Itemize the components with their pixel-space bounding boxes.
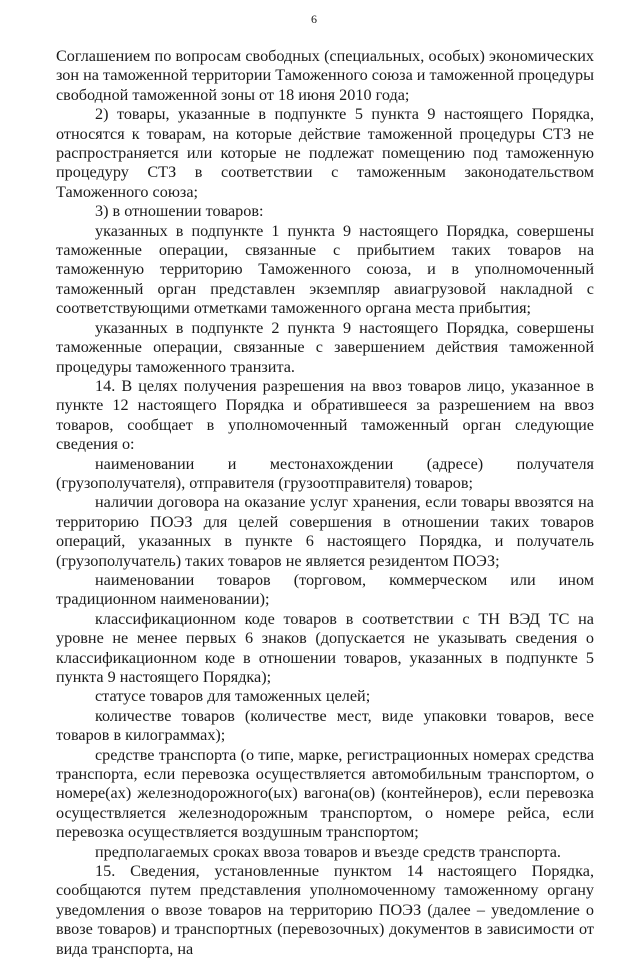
document-body xyxy=(56,47,594,959)
paragraph-goods-name: наименовании товаров (торговом, коммерческом или ином традиционном наименовании); xyxy=(56,570,594,609)
paragraph-item-2: 2) товары, указанные в подпункте 5 пункта 9 настоящего Порядка, относятся к товарам, на которые действие таможенной процедуры СТЗ не распространяется или которые не подлежат помещению под таможенную процедуру СТЗ в соответствии с таможенным законодательством Таможенного союза; xyxy=(56,105,594,201)
paragraph-item-3: 3) в отношении товаров: xyxy=(95,202,264,221)
paragraph-subitem-1: указанных в подпункте 1 пункта 9 настоящего Порядка, совершены таможенные операции, связанные с прибытием таких товаров на таможенную территорию Таможенного союза, и в уполномоченный таможенный орган представлен экземпляр авиагрузовой накладной с соответствующими отметками таможенного органа места прибытия; xyxy=(56,221,594,318)
paragraph-agreement-reference: Соглашением по вопросам свободных (специальных, особых) экономических зон на таможенной территории Таможенного союза и таможенной процедуры свободной таможенной зоны от 18 июня 2010 года; xyxy=(56,47,594,104)
paragraph-subitem-2: указанных в подпункте 2 пункта 9 настоящего Порядка, совершены таможенные операции, связанные с завершением действия таможенной процедуры таможенного транзита. xyxy=(56,318,594,376)
page-number: 6 xyxy=(311,12,317,26)
paragraph-expected-dates: предполагаемых сроках ввоза товаров и въезде средств транспорта. xyxy=(95,842,561,861)
paragraph-classification-code: классификационном коде товаров в соответствии с ТН ВЭД ТС на уровне не менее первых 6 знаков (допускается не указывать сведения о классификационном коде в отношении товаров, указанных в подпункте 5 пункта 9 настоящего Порядка); xyxy=(56,609,594,686)
paragraph-customs-status: статусе товаров для таможенных целей; xyxy=(95,687,371,706)
paragraph-storage-contract: наличии договора на оказание услуг хранения, если товары ввозятся на территорию ПОЭЗ для целей совершения в отношении таких товаров операций, указанных в пункте 6 настоящего Порядка, и получатель (грузополучатель) таких товаров не является резидентом ПОЭЗ; xyxy=(56,493,594,570)
paragraph-clause-15: 15. Сведения, установленные пунктом 14 настоящего Порядка, сообщаются путем представления уполномоченному таможенному органу уведомления о ввозе товаров на территорию ПОЭЗ (далее – уведомление о ввозе товаров) и транспортных (перевозочных) документов в зависимости от вида транспорта, на xyxy=(56,862,594,958)
paragraph-clause-14: 14. В целях получения разрешения на ввоз товаров лицо, указанное в пункте 12 настоящего Порядка и обратившееся за разрешением на ввоз товаров, сообщает в уполномоченный таможенный орган следующие сведения о: xyxy=(56,376,594,454)
paragraph-recipient-info: наименовании и местонахождении (адресе) получателя (грузополучателя), отправителя (грузоотправителя) товаров; xyxy=(56,454,594,492)
paragraph-goods-quantity: количестве товаров (количестве мест, виде упаковки товаров, весе товаров в килограммах); xyxy=(56,706,594,745)
paragraph-transport-means: средстве транспорта (о типе, марке, регистрационных номерах средства транспорта, если перевозка осуществляется автомобильным транспортом, о номере(ах) железнодорожного(ых) вагона(ов) (контейнеров), если перевозка осуществляется железнодорожным транспортом, о номере рейса, если перевозка осуществляется воздушным транспортом; xyxy=(56,745,594,842)
